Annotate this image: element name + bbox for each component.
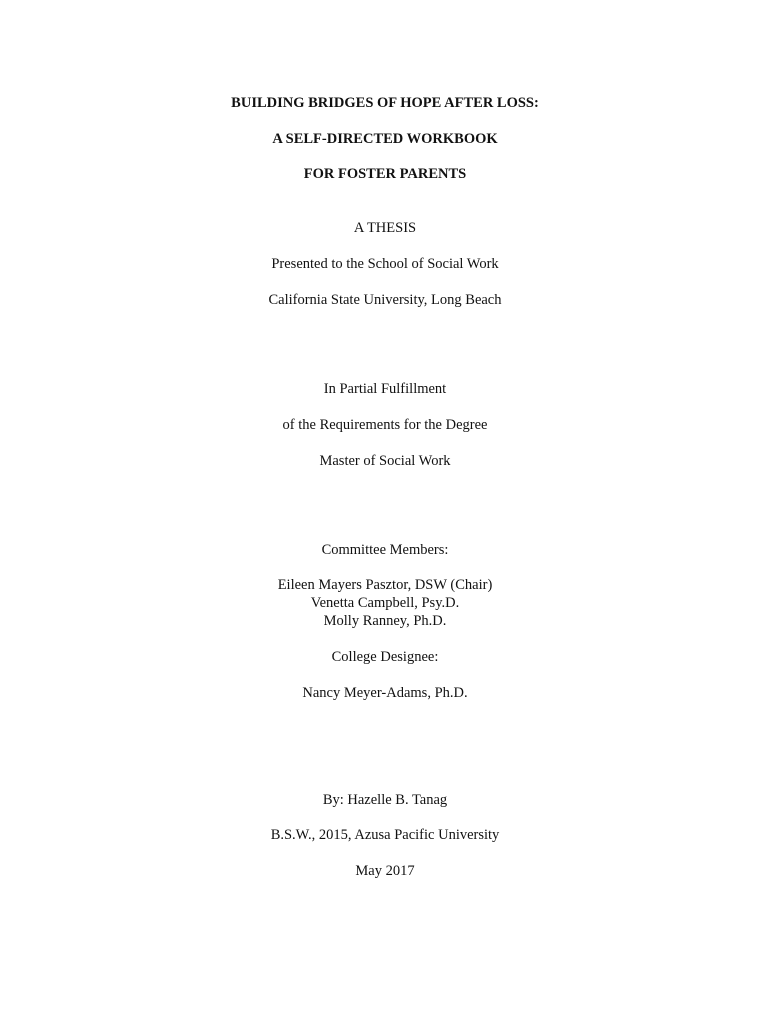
committee-member: Venetta Campbell, Psy.D. <box>310 595 460 611</box>
committee-heading: Committee Members: <box>321 542 449 558</box>
submission-date: May 2017 <box>355 863 415 879</box>
fulfillment-line-2: of the Requirements for the Degree <box>282 417 488 433</box>
title-line-1: BUILDING BRIDGES OF HOPE AFTER LOSS: <box>231 95 539 111</box>
university: California State University, Long Beach <box>268 292 502 308</box>
fulfillment-line-1: In Partial Fulfillment <box>323 381 447 397</box>
college-designee: Nancy Meyer-Adams, Ph.D. <box>302 685 468 701</box>
committee-member: Eileen Mayers Pasztor, DSW (Chair) <box>277 577 493 593</box>
author-credential: B.S.W., 2015, Azusa Pacific University <box>270 827 500 843</box>
title-line-3: FOR FOSTER PARENTS <box>303 166 467 182</box>
title-line-2: A SELF-DIRECTED WORKBOOK <box>272 131 498 147</box>
author-by-line: By: Hazelle B. Tanag <box>322 792 448 808</box>
committee-member: Molly Ranney, Ph.D. <box>323 613 447 629</box>
presented-to: Presented to the School of Social Work <box>271 256 499 272</box>
degree-name: Master of Social Work <box>319 453 451 469</box>
thesis-label: A THESIS <box>353 220 417 236</box>
college-designee-heading: College Designee: <box>331 649 439 665</box>
